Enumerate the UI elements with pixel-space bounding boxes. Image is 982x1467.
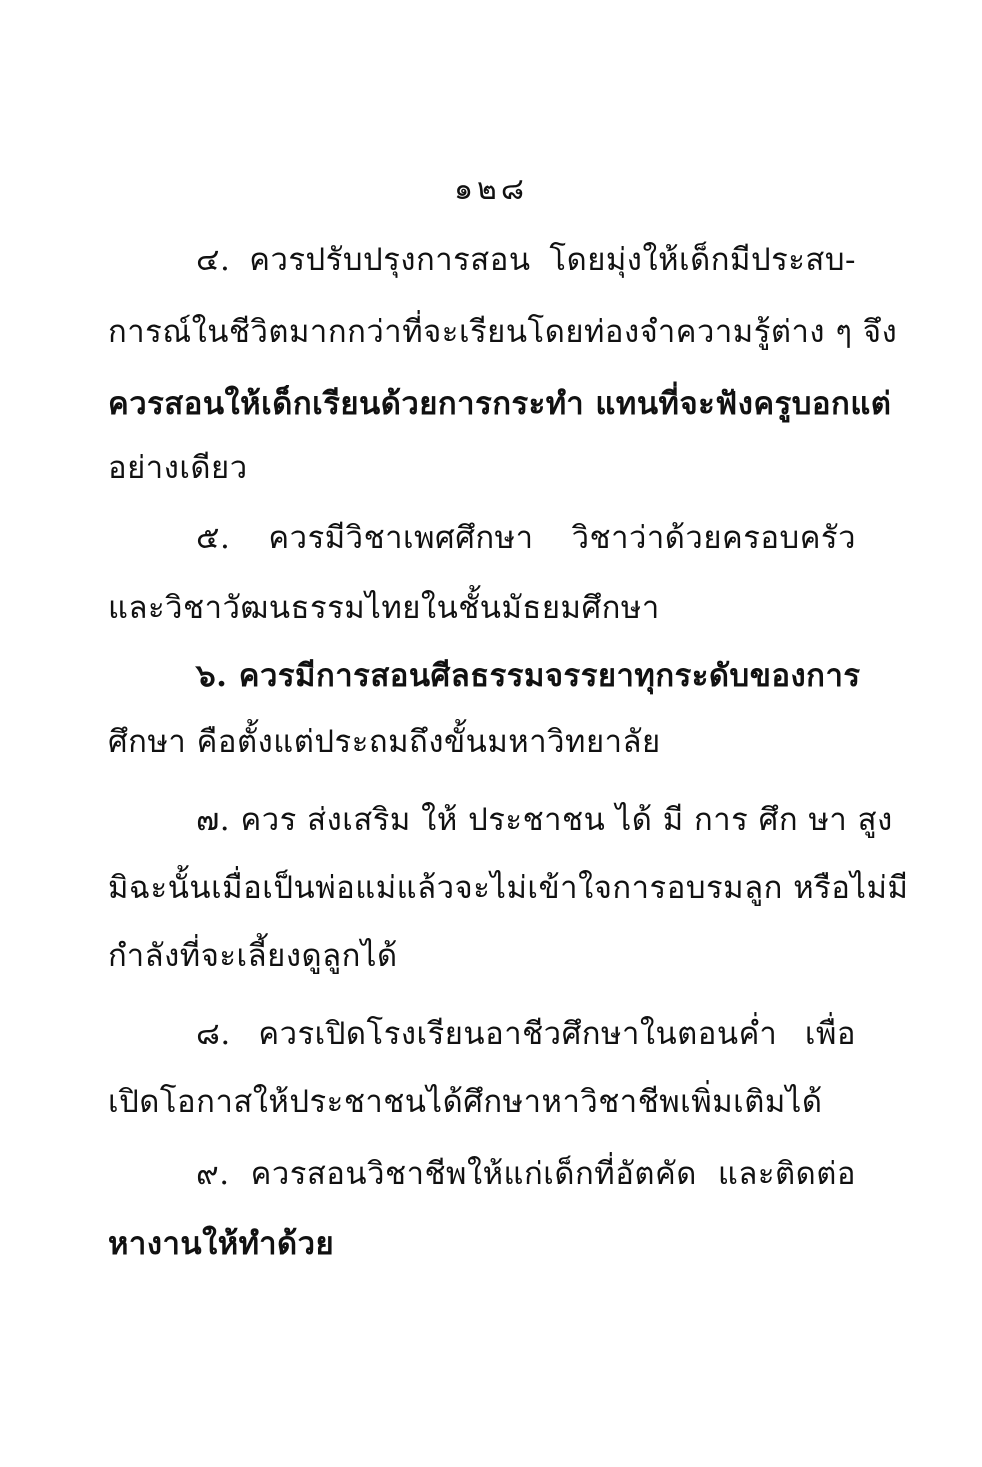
paragraph-line: ๗. ควร ส่งเสริม ให้ ประชาชน ได้ มี การ ศึก ษา สูง: [196, 802, 893, 838]
paragraph-line: ๖. ควรมีการสอนศีลธรรมจรรยาทุกระดับของการ: [196, 658, 861, 694]
paragraph-line: อย่างเดียว: [108, 450, 248, 486]
paragraph-line: การณ์ในชีวิตมากกว่าที่จะเรียนโดยท่องจำความรู้ต่าง ๆ จึง: [108, 314, 898, 350]
paragraph-line: หางานให้ทำด้วย: [108, 1226, 335, 1262]
paragraph-line: ๙. ควรสอนวิชาชีพให้แก่เด็กที่อัตคัด และติดต่อ: [196, 1156, 856, 1192]
paragraph-line: ศึกษา คือตั้งแต่ประถมถึงขั้นมหาวิทยาลัย: [108, 724, 661, 760]
paragraph-line: กำลังที่จะเลี้ยงดูลูกได้: [108, 938, 398, 974]
paragraph-line: ควรสอนให้เด็กเรียนด้วยการกระทำ แทนที่จะฟังครูบอกแต่: [108, 386, 892, 422]
page-number: ๑๒๘: [454, 172, 528, 207]
paragraph-line: มิฉะนั้นเมื่อเป็นพ่อแม่แล้วจะไม่เข้าใจการอบรมลูก หรือไม่มี: [108, 870, 909, 906]
paragraph-line: และวิชาวัฒนธรรมไทยในชั้นมัธยมศึกษา: [108, 590, 660, 626]
paragraph-line: ๔. ควรปรับปรุงการสอน โดยมุ่งให้เด็กมีประสบ-: [196, 242, 856, 278]
paragraph-line: เปิดโอกาสให้ประชาชนได้ศึกษาหาวิชาชีพเพิ่มเติมได้: [108, 1084, 823, 1120]
paragraph-line: ๘. ควรเปิดโรงเรียนอาชีวศึกษาในตอนค่ำ เพื่อ: [196, 1016, 856, 1052]
paragraph-line: ๕. ควรมีวิชาเพศศึกษา วิชาว่าด้วยครอบครัว: [196, 520, 856, 556]
